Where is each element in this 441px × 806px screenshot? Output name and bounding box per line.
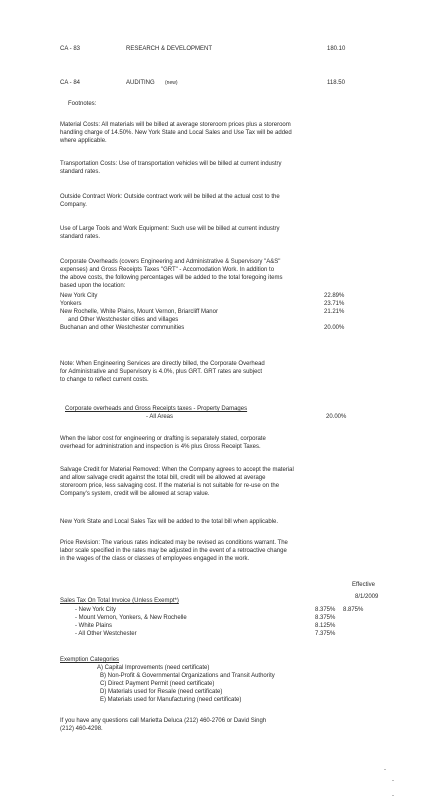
exemption-title: Exemption Categories: [60, 657, 120, 663]
transportation-paragraph: Transportation Costs: Use of transportation vehicles will be billed at current industry standard rates.: [60, 161, 282, 175]
tax-rate: 7.375%: [315, 631, 336, 637]
location-row: [60, 300, 360, 308]
exemption-item: B) Non-Profit & Governmental Organizations and Transit Authority: [100, 673, 275, 679]
tax-paragraph: New York State and Local Sales Tax will be added to the total bill when applicable.: [60, 519, 279, 525]
location-pct: 20.00%: [324, 325, 345, 331]
overheads-paragraph: Corporate Overheads (covers Engineering and Administrative & Supervisory "A&S" expenses) and Gross Receipts Taxes "GRT" - Accomodation Work. In addition to the above costs, the following percentages will be added to the total foregoing items based upon the location:: [60, 259, 283, 289]
outside-contract-paragraph: Outside Contract Work: Outside contract work will be billed at the actual cost to the Company.: [60, 194, 280, 208]
sales-tax-table: [75, 606, 375, 638]
location-name: and Other Westchester cities and villages: [68, 317, 179, 323]
contact-paragraph: If you have any questions call Marietta Deluca (212) 460-2706 or David Singh (212) 460-4298.: [60, 718, 267, 732]
property-damage-area: - All Areas: [146, 414, 174, 420]
property-damage-title: Corporate overheads and Gross Receipts taxes - Property Damages: [65, 406, 248, 412]
sales-tax-row: [75, 614, 375, 622]
tax-rate: 8.375%: [315, 615, 336, 621]
material-costs-paragraph: Material Costs: All materials will be billed at average storeroom prices plus a storeroom handling charge of 14.50%. New York State and Local Sales and Use Tax will be added where applicable.: [60, 122, 292, 144]
location-pct: 21.21%: [324, 309, 345, 315]
location-name: Yonkers: [60, 301, 82, 307]
effective-date: 8/1/2009: [355, 594, 379, 600]
exemption-item: E) Materials used for Manufacturing (need certificate): [100, 697, 242, 703]
item-value: 118.50: [327, 80, 345, 86]
item-title: AUDITING: [126, 80, 155, 86]
salvage-paragraph: Salvage Credit for Material Removed: When the Company agrees to accept the material and allow salvage credit against the total bill, credit will be allowed at average storeroom price, less salvaging cost. If the material is not suitable for re-use on the Company's system, credit will be allowed at scrap value.: [60, 467, 294, 497]
location-row: [60, 316, 360, 324]
tax-location: - Mount Vernon, Yonkers, & New Rochelle: [75, 615, 187, 621]
price-revision-paragraph: Price Revision: The various rates indicated may be revised as conditions warrant. The labor scale specified in the rates may be adjusted in the event of a retroactive change in the wages of the class or classes of employees engaged in the work.: [60, 540, 288, 562]
tax-location: - All Other Westchester: [75, 631, 137, 637]
location-pct: 23.71%: [324, 301, 345, 307]
location-name: Buchanan and other Westchester communities: [60, 325, 185, 331]
scan-speck: [392, 780, 394, 781]
item-code: CA - 84: [60, 80, 81, 86]
tax-location: - White Plains: [75, 623, 113, 629]
exemption-item: C) Direct Payment Permit (need certificate): [100, 681, 215, 687]
sales-tax-row: [75, 606, 375, 614]
exemption-item: D) Materials used for Resale (need certificate): [100, 689, 223, 695]
scan-speck: [384, 769, 386, 770]
footnotes-label: Footnotes:: [68, 101, 97, 107]
sales-tax-row: [75, 622, 375, 630]
tax-effective-rate: 8.875%: [343, 607, 364, 613]
sales-tax-row: [75, 630, 375, 638]
scan-speck: [392, 795, 394, 796]
tax-rate: 8.375%: [315, 607, 336, 613]
property-damage-pct: 20.00%: [326, 414, 347, 420]
note-paragraph: Note: When Engineering Services are directly billed, the Corporate Overhead for Administrative and Supervisory is 4.0%, plus GRT. GRT rates are subject to change to reflect current costs.: [60, 361, 265, 383]
labor-paragraph: When the labor cost for engineering or drafting is separately stated, corporate overhead for administration and inspection is 4% plus Gross Receipt Taxes.: [60, 436, 266, 450]
location-name: New Rochelle, White Plains, Mount Vernon, Briarcliff Manor: [60, 309, 218, 315]
exemption-list: [97, 664, 275, 704]
sales-tax-title: Sales Tax On Total Invoice (Unless Exempt*): [60, 598, 179, 604]
effective-label: Effective: [352, 582, 375, 588]
location-row: [60, 324, 360, 332]
item-code: CA - 83: [60, 46, 81, 52]
tax-location: - New York City: [75, 607, 117, 613]
item-value: 180.10: [327, 46, 346, 52]
item-title: RESEARCH & DEVELOPMENT: [126, 46, 213, 52]
exemption-item: A) Capital Improvements (need certificate): [97, 665, 210, 671]
tax-rate: 8.125%: [315, 623, 336, 629]
item-note: (new): [165, 80, 178, 86]
locations-list: [60, 292, 360, 332]
tools-paragraph: Use of Large Tools and Work Equipment: Such use will be billed at current industry standard rates.: [60, 226, 280, 240]
location-name: New York City: [60, 293, 98, 299]
location-row: [60, 308, 360, 316]
location-pct: 22.89%: [324, 293, 345, 299]
location-row: [60, 292, 360, 300]
